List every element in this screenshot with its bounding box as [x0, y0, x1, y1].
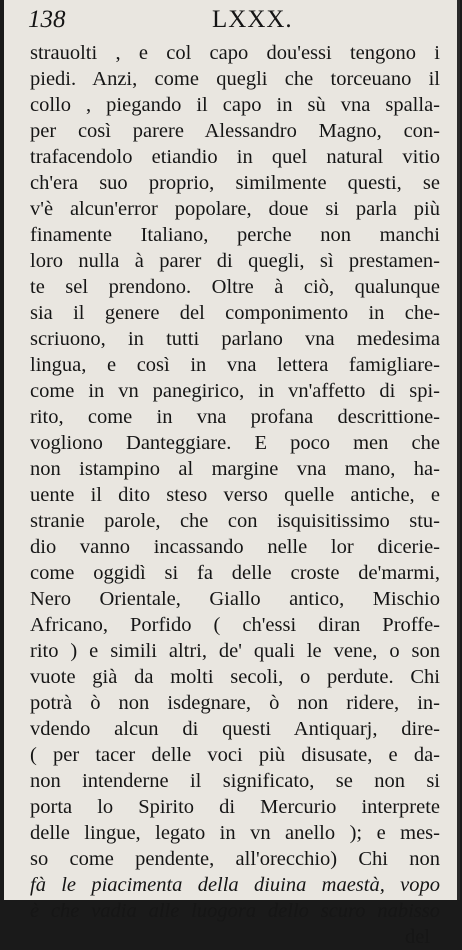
text-line: come in vn panegirico, in vn'affetto di spi- — [30, 380, 440, 402]
text-line: Africano, Porfido ( ch'essi diran Proffe- — [30, 614, 440, 636]
body-text — [30, 40, 440, 950]
text-line: dio vanno incassando nelle lor dicerie- — [30, 536, 440, 558]
book-page — [4, 0, 460, 948]
text-line: rito ) e simili altri, de' quali le vene, o son — [30, 640, 440, 662]
text-line: delle lingue, legato in vn anello ); e mes- — [30, 822, 440, 844]
text-line: fà le piacimenta della diuina maestà, vopo — [30, 874, 440, 896]
text-line: come oggidì si fa delle croste de'marmi, — [30, 562, 440, 584]
text-line: trafacendolo etiandio in quel natural vitio — [30, 146, 440, 168]
page-edge — [457, 0, 460, 900]
text-line: sia il genere del componimento in che- — [30, 302, 440, 324]
text-line: piedi. Anzi, come quegli che torceuano il — [30, 68, 440, 90]
text-line: vuote già da molti secoli, o perdute. Chi — [30, 666, 440, 688]
text-line: ch'era suo proprio, similmente questi, se — [30, 172, 440, 194]
text-line: Nero Orientale, Giallo antico, Mischio — [30, 588, 440, 610]
text-line: loro nulla à parer di quegli, sì prestamen- — [30, 250, 440, 272]
text-line: collo , piegando il capo in sù vna spalla- — [30, 94, 440, 116]
text-line: è che vadia alle luogora dello scuro nabisso — [30, 900, 440, 922]
text-line: non istampino al margine vna mano, ha- — [30, 458, 440, 480]
text-line: del — [404, 926, 430, 948]
text-line: porta lo Spirito di Mercurio interprete — [30, 796, 440, 818]
text-line: vogliono Danteggiare. E poco men che — [30, 432, 440, 454]
text-line: uente il dito steso verso quelle antiche, e — [30, 484, 440, 506]
text-line: stranie parole, che con isquisitissimo stu- — [30, 510, 440, 532]
text-line: lingua, e così in vna lettera famigliare- — [30, 354, 440, 376]
text-line: so come pendente, all'orecchio) Chi non — [30, 848, 440, 870]
text-line: te sel prendono. Oltre à ciò, qualunque — [30, 276, 440, 298]
text-line: rito, come in vna profana descrittione- — [30, 406, 440, 428]
running-head: LXXX. — [212, 6, 293, 33]
text-line: v'è alcun'error popolare, doue si parla più — [30, 198, 440, 220]
text-line: non intenderne il significato, se non si — [30, 770, 440, 792]
text-line: vdendo alcun di questi Antiquarj, dire- — [30, 718, 440, 740]
text-line: strauolti , e col capo dou'essi tengono i — [30, 42, 440, 64]
page-header — [28, 0, 428, 40]
text-line: per così parere Alessandro Magno, con- — [30, 120, 440, 142]
text-line: potrà ò non isdegnare, ò non ridere, in- — [30, 692, 440, 714]
text-line: ( per tacer delle voci più disusate, e da- — [30, 744, 440, 766]
text-line: scriuono, in tutti parlano vna medesima — [30, 328, 440, 350]
text-line: finamente Italiano, perche non manchi — [30, 224, 440, 246]
page-number: 138 — [28, 6, 66, 33]
